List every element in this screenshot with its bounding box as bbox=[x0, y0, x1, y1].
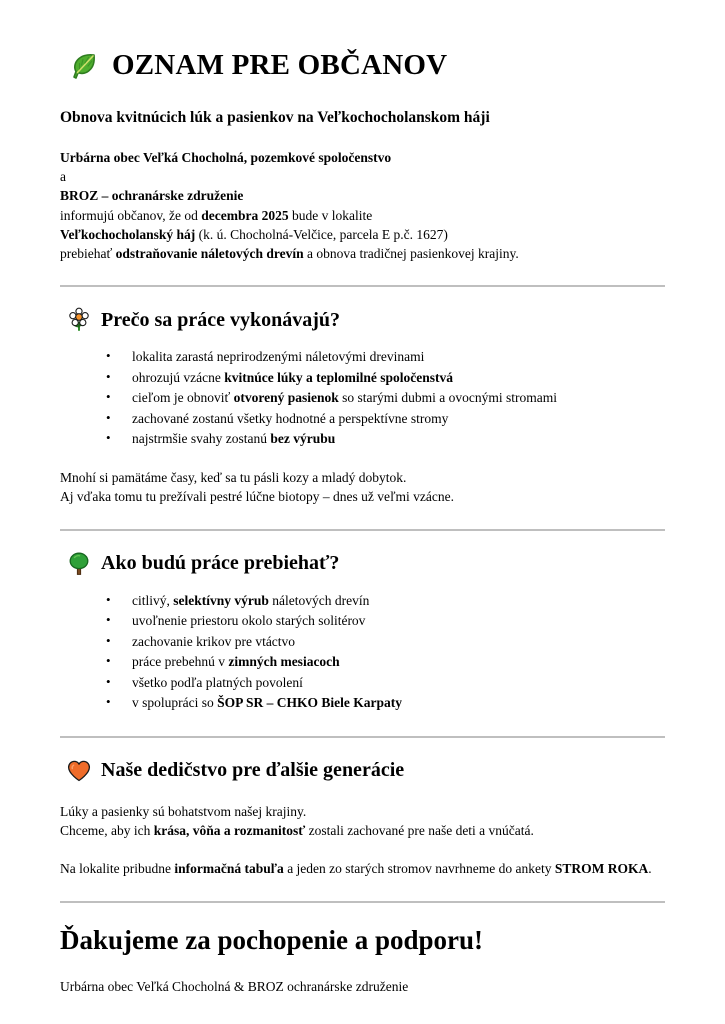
herb-leaf-icon bbox=[68, 50, 100, 82]
closing-signature: Urbárna obec Veľká Chocholná & BROZ ochranárske združenie bbox=[60, 978, 409, 994]
bullet-text: v spolupráci so bbox=[132, 695, 218, 711]
page-title-text: OZNAM PRE OBČANOV bbox=[112, 49, 448, 82]
section-divider bbox=[60, 736, 665, 738]
list-item bbox=[106, 388, 665, 409]
section-heading-why bbox=[66, 307, 665, 333]
intro-line-3: BROZ – ochranárske združenie bbox=[60, 188, 244, 204]
bullet-text: zachovanie krikov pre vtáctvo bbox=[132, 633, 296, 649]
intro-line-6-post: a obnova tradičnej pasienkovej krajiny. bbox=[303, 245, 519, 261]
heritage-p2-pre: Na lokalite pribudne bbox=[60, 861, 175, 876]
section-heading-why-text: Prečo sa práce vykonávajú? bbox=[101, 308, 341, 331]
why-bullet-list bbox=[60, 347, 665, 450]
bullet-text: uvoľnenie priestoru okolo starých solitérov bbox=[132, 613, 366, 629]
heritage-line-2-bold: krása, vôňa a rozmanitosť bbox=[153, 823, 306, 839]
bullet-text: lokalita zarastá neprirodzenými náletovými drevinami bbox=[132, 349, 425, 365]
intro-line-1: Urbárna obec Veľká Chocholná, pozemkové spoločenstvo bbox=[60, 150, 392, 166]
heritage-p2-bold-2: STROM ROKA bbox=[554, 861, 649, 876]
bullet-text: všetko podľa platných povolení bbox=[132, 674, 303, 690]
section-divider bbox=[60, 901, 665, 903]
heritage-paragraph-1 bbox=[60, 802, 665, 841]
intro-line-5-post: (k. ú. Chocholná-Velčice, parcela E p.č. 1627) bbox=[195, 226, 448, 242]
intro-block bbox=[60, 148, 665, 263]
section-heading-how bbox=[66, 551, 665, 577]
blossom-flower-icon bbox=[66, 307, 92, 333]
bullet-bold: selektívny výrub bbox=[173, 592, 269, 608]
heritage-line-2-post: zostali zachované pre naše deti a vnúčatá. bbox=[305, 823, 534, 839]
bullet-bold: bez výrubu bbox=[270, 431, 336, 447]
bullet-text: práce prebehnú v bbox=[132, 654, 229, 670]
list-item bbox=[106, 652, 665, 673]
intro-line-6-bold: odstraňovanie náletových drevín bbox=[115, 245, 304, 261]
heritage-p2-post: . bbox=[648, 861, 652, 876]
page-title bbox=[68, 50, 665, 82]
list-item bbox=[106, 673, 665, 694]
how-bullet-list bbox=[60, 591, 665, 714]
list-item bbox=[106, 347, 665, 368]
bullet-text: zachované zostanú všetky hodnotné a perspektívne stromy bbox=[132, 410, 449, 426]
orange-heart-icon bbox=[66, 758, 92, 784]
heritage-p2-mid: a jeden zo starých stromov navrhneme do ankety bbox=[283, 861, 555, 876]
intro-line-2: a bbox=[60, 169, 66, 185]
heritage-line-2-pre: Chceme, aby ich bbox=[60, 823, 154, 839]
closing-title: Ďakujeme za pochopenie a podporu! bbox=[60, 924, 484, 955]
heritage-line-2 bbox=[60, 821, 665, 841]
intro-line-5-bold: Veľkochocholanský háj bbox=[60, 226, 196, 242]
bullet-text: ohrozujú vzácne bbox=[132, 369, 225, 385]
bullet-post: so starými dubmi a ovocnými stromami bbox=[338, 390, 557, 406]
heritage-p2-bold-1: informačná tabuľa bbox=[174, 861, 284, 876]
bullet-bold: kvitnúce lúky a teplomilné spoločenstvá bbox=[224, 369, 453, 385]
heritage-paragraph-2 bbox=[60, 859, 665, 879]
list-item bbox=[106, 611, 665, 632]
bullet-text: cieľom je obnoviť bbox=[132, 390, 234, 406]
heritage-line-1: Lúky a pasienky sú bohatstvom našej krajiny. bbox=[60, 803, 307, 819]
why-note-line-1: Mnohí si pamätáme časy, keď sa tu pásli kozy a mladý dobytok. bbox=[60, 469, 407, 485]
list-item bbox=[106, 632, 665, 653]
list-item bbox=[106, 368, 665, 389]
intro-line-4-pre: informujú občanov, že od bbox=[60, 207, 202, 223]
section-heading-how-text: Ako budú práce prebiehať? bbox=[101, 552, 340, 575]
tree-icon bbox=[66, 551, 92, 577]
list-item bbox=[106, 591, 665, 612]
section-divider bbox=[60, 285, 665, 287]
list-item bbox=[106, 429, 665, 450]
document-subtitle: Obnova kvitnúcich lúk a pasienkov na Veľkochocholanskom háji bbox=[60, 109, 490, 126]
bullet-bold: zimných mesiacoch bbox=[228, 654, 340, 670]
section-divider bbox=[60, 529, 665, 531]
intro-line-4-post: bude v lokalite bbox=[288, 207, 373, 223]
why-note-line-2: Aj vďaka tomu tu prežívali pestré lúčne biotopy – dnes už veľmi vzácne. bbox=[60, 489, 454, 505]
why-note-paragraph bbox=[60, 468, 665, 507]
bullet-text: najstrmšie svahy zostanú bbox=[132, 431, 271, 447]
bullet-bold: otvorený pasienok bbox=[233, 390, 339, 406]
intro-line-4-bold: decembra 2025 bbox=[201, 207, 289, 223]
bullet-text: citlivý, bbox=[132, 592, 174, 608]
section-heading-heritage-text: Naše dedičstvo pre ďalšie generácie bbox=[101, 759, 405, 782]
list-item bbox=[106, 409, 665, 430]
bullet-bold: ŠOP SR – CHKO Biele Karpaty bbox=[217, 695, 403, 711]
section-heading-heritage bbox=[66, 758, 665, 784]
bullet-post: náletových drevín bbox=[268, 592, 370, 608]
list-item bbox=[106, 693, 665, 714]
intro-line-6-pre: prebiehať bbox=[60, 245, 116, 261]
